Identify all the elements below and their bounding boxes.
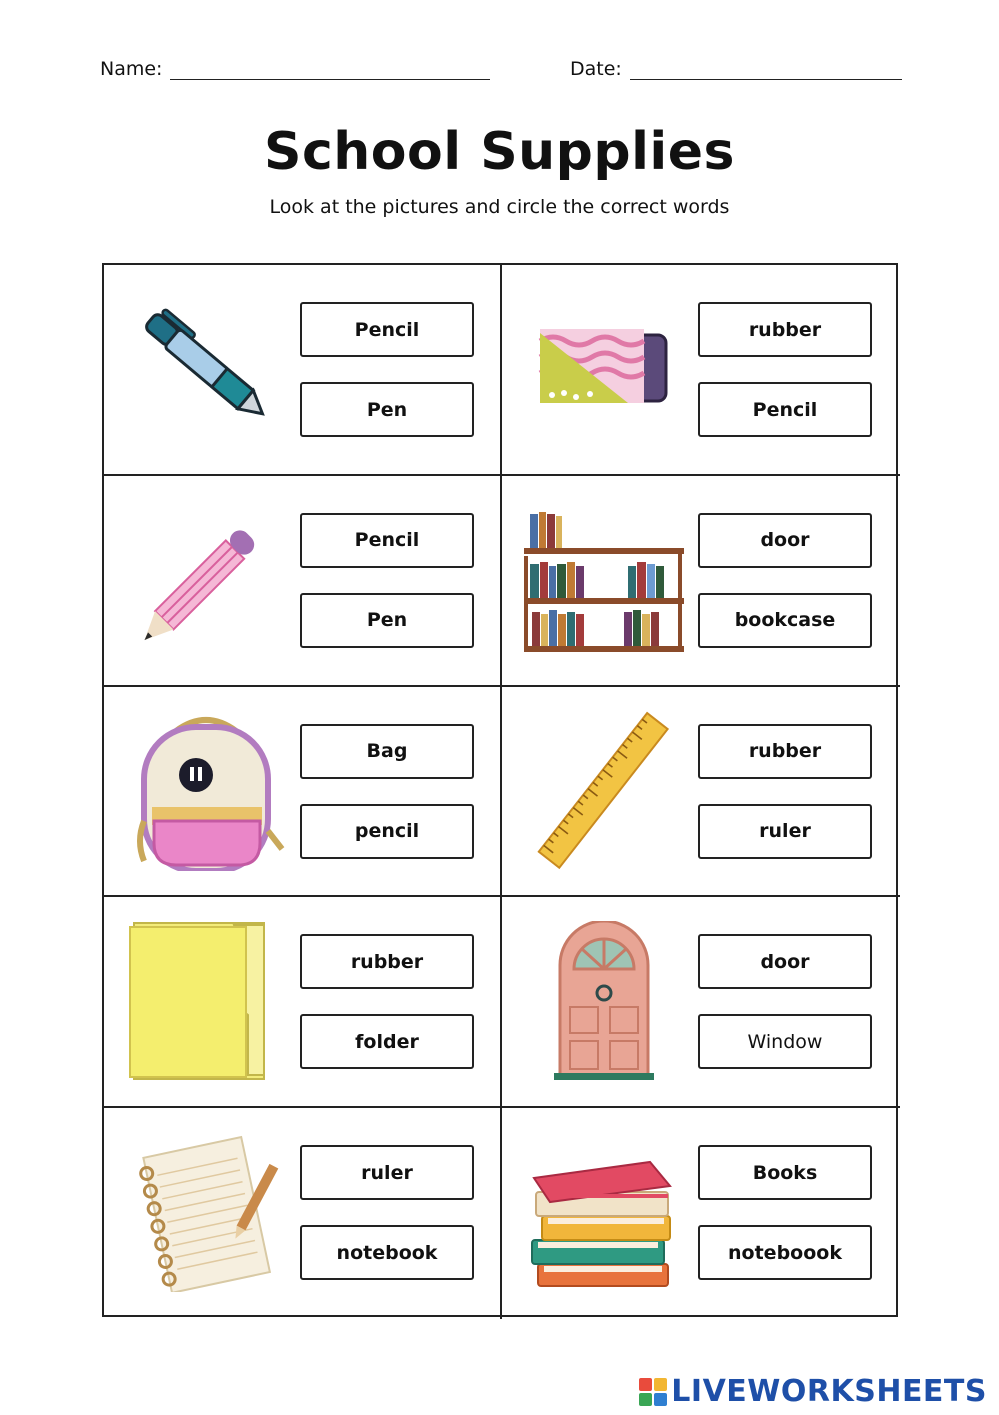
exercise-cell — [104, 1108, 502, 1319]
door-icon — [524, 921, 684, 1081]
option-door[interactable]: door — [698, 934, 872, 989]
option-ruler[interactable]: ruler — [698, 804, 872, 859]
notebook-icon — [126, 1132, 286, 1292]
option-bookcase[interactable]: bookcase — [698, 593, 872, 648]
name-label: Name: — [100, 58, 163, 80]
pencil-icon — [126, 500, 286, 660]
option-pencil[interactable]: Pencil — [698, 382, 872, 437]
option-rubber[interactable]: rubber — [698, 724, 872, 779]
brand-text: LIVEWORKSHEETS — [671, 1374, 987, 1409]
name-input-line[interactable] — [170, 58, 490, 80]
exercise-cell — [502, 476, 900, 687]
option-bag[interactable]: Bag — [300, 724, 474, 779]
exercise-cell — [502, 265, 900, 476]
ruler-icon — [524, 711, 684, 871]
date-field — [570, 58, 902, 80]
option-ruler[interactable]: ruler — [300, 1145, 474, 1200]
page-title: School Supplies — [264, 122, 735, 182]
option-noteboook[interactable]: noteboook — [698, 1225, 872, 1280]
option-notebook[interactable]: notebook — [300, 1225, 474, 1280]
exercise-cell — [104, 265, 502, 476]
date-input-line[interactable] — [630, 58, 902, 80]
exercise-cell — [502, 897, 900, 1108]
bookcase-icon — [524, 500, 684, 660]
date-label: Date: — [570, 58, 622, 80]
option-pencil[interactable]: Pencil — [300, 302, 474, 357]
pen-icon — [126, 289, 286, 449]
option-rubber[interactable]: rubber — [698, 302, 872, 357]
option-pen[interactable]: Pen — [300, 593, 474, 648]
name-field — [100, 58, 490, 80]
brand-icon — [639, 1378, 667, 1406]
exercise-grid — [102, 263, 898, 1317]
books-icon — [524, 1132, 684, 1292]
eraser-icon — [524, 289, 684, 449]
option-pencil[interactable]: Pencil — [300, 513, 474, 568]
option-folder[interactable]: folder — [300, 1014, 474, 1069]
option-books[interactable]: Books — [698, 1145, 872, 1200]
option-pencil[interactable]: pencil — [300, 804, 474, 859]
option-door[interactable]: door — [698, 513, 872, 568]
page-subtitle: Look at the pictures and circle the correct words — [269, 196, 730, 218]
folder-icon — [126, 921, 286, 1081]
exercise-cell — [502, 1108, 900, 1319]
option-window[interactable]: Window — [698, 1014, 872, 1069]
backpack-icon — [126, 711, 286, 871]
exercise-cell — [104, 476, 502, 687]
liveworksheets-logo — [639, 1374, 987, 1409]
header-fields — [100, 58, 902, 88]
exercise-cell — [502, 687, 900, 898]
exercise-cell — [104, 687, 502, 898]
exercise-cell — [104, 897, 502, 1108]
option-rubber[interactable]: rubber — [300, 934, 474, 989]
option-pen[interactable]: Pen — [300, 382, 474, 437]
